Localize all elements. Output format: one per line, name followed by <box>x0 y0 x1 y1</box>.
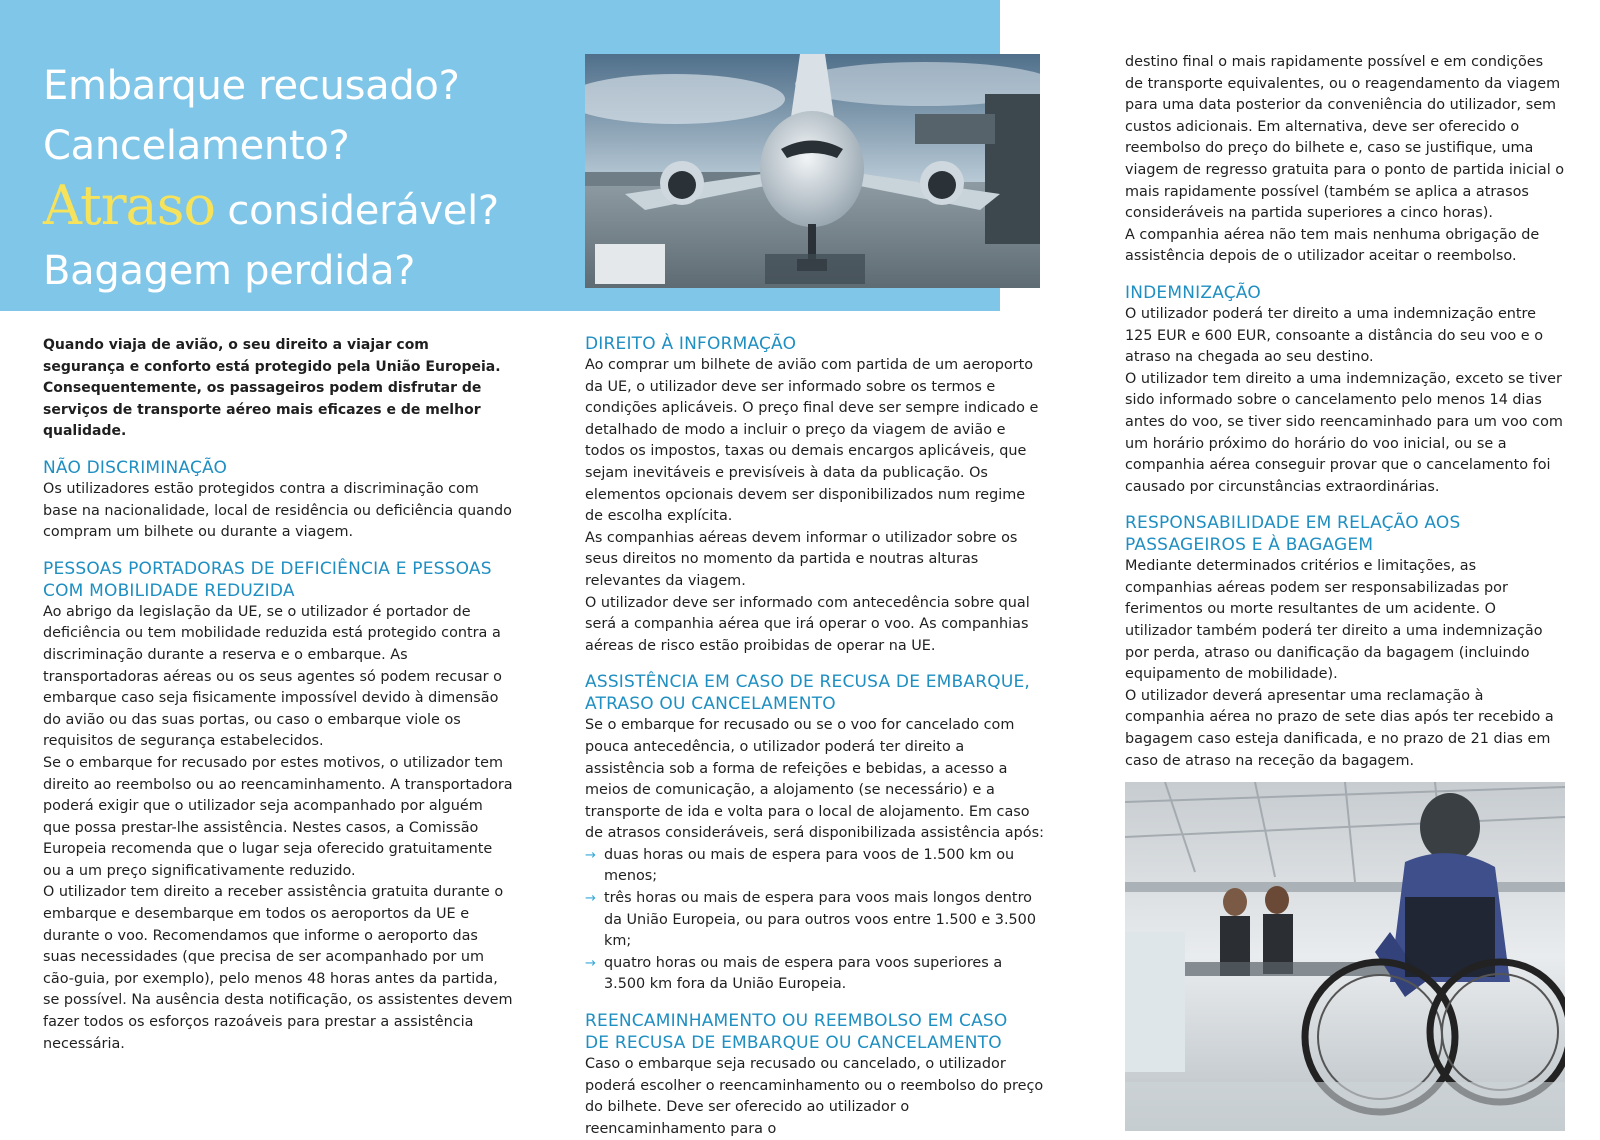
heading-line: PESSOAS PORTADORAS DE DEFICIÊNCIA E PESSOAS <box>43 558 492 579</box>
airplane-illustration <box>585 54 1040 288</box>
heading-line: RESPONSABILIDADE EM RELAÇÃO AOS <box>1125 513 1461 534</box>
paragraph: O utilizador poderá ter direito a uma indemnização entre 125 EUR e 600 EUR, consoante a distância do seu voo e o atraso na chegada ao seu destino. <box>1125 305 1544 366</box>
heading-assistencia <box>585 671 1045 715</box>
heading-pessoas-deficiencia <box>43 558 513 602</box>
paragraph: Mediante determinados critérios e limitações, as companhias aéreas podem ser responsabilizadas por ferimentos ou morte resultantes de um acidente. O utilizador também poderá ter direito a uma indemnização por perda, atraso ou danificação da bagagem (incluindo equipamento de mobilidade). <box>1125 558 1543 683</box>
headline-accent-word: Atraso <box>43 174 215 237</box>
arrow-right-icon: → <box>585 955 596 971</box>
heading-line: ATRASO OU CANCELAMENTO <box>585 694 836 715</box>
heading-line: REENCAMINHAMENTO OU REEMBOLSO EM CASO <box>585 1011 1008 1032</box>
paragraph: As companhias aéreas devem informar o utilizador sobre os seus direitos no momento da partida e noutras alturas relevantes da viagem. <box>585 529 1018 589</box>
column-1 <box>43 335 513 1055</box>
headline-line-3: considerável? <box>214 188 499 234</box>
headline <box>43 56 499 301</box>
paragraph: Ao comprar um bilhete de avião com partida de um aeroporto da UE, o utilizador deve ser informado sobre os termos e condições aplicáveis. O preço final deve ser sempre indicado e detalhado de modo a incluir o preço da viagem de avião e todos os impostos, taxas ou demais encargos aplicáveis, que sejam inevitáveis e previsíveis à data da publicação. Os elementos opcionais devem ser disponibilizados num regime de escolha explícita. <box>585 357 1039 525</box>
paragraph: Caso o embarque seja recusado ou cancelado, o utilizador poderá escolher o reencaminhamento ou o reembolso do preço do bilhete. Deve ser oferecido ao utilizador o reencaminhamento para o <box>585 1056 1044 1137</box>
list-item <box>585 845 1045 888</box>
list-item-text: três horas ou mais de espera para voos mais longos dentro da União Europeia, ou para outros voos entre 1.500 e 3.500 km; <box>604 890 1036 950</box>
paragraph: Se o embarque for recusado ou se o voo for cancelado com pouca antecedência, o utilizador poderá ter direito a assistência sob a forma de refeições e bebidas, a acesso a meios de comunicação, a alojamento (se necessário) e a transporte de ida e volta para o local de alojamento. Em caso de atrasos consideráveis, será disponibilizada assistência após: <box>585 717 1044 842</box>
bullet-list <box>585 845 1045 996</box>
heading-line: PASSAGEIROS E À BAGAGEM <box>1125 535 1374 556</box>
wheelchair-illustration <box>1125 782 1565 1131</box>
paragraph: O utilizador deverá apresentar uma reclamação à companhia aérea no prazo de sete dias após ter recebido a bagagem caso esteja danificada, e no prazo de 21 dias em caso de atraso na receção da bagagem. <box>1125 687 1554 769</box>
paragraph: Se o embarque for recusado por estes motivos, o utilizador tem direito ao reembolso ou ao reencaminhamento. A transportadora poderá exigir que o utilizador seja acompanhado por alguém que possa prestar-lhe assistência. Nestes casos, a Comissão Europeia recomenda que o lugar seja oferecido gratuitamente ou a um preço significativamente reduzido. <box>43 754 513 879</box>
headline-line-2: Cancelamento? <box>43 123 350 169</box>
intro-paragraph: Quando viaja de avião, o seu direito a viajar com segurança e conforto está protegido pela União Europeia. Consequentemente, os passageiros podem disfrutar de serviços de transporte aéreo mais eficazes e de melhor qualidade. <box>43 337 501 440</box>
paragraph: O utilizador tem direito a uma indemnização, exceto se tiver sido informado sobre o cancelamento pelo menos 14 dias antes do voo, se tiver sido reencaminhado para um voo com um horário próximo do horário do voo inicial, ou se a companhia aérea conseguir provar que o cancelamento foi causado por circunstâncias extraordinárias. <box>1125 370 1563 495</box>
headline-line-1: Embarque recusado? <box>43 63 460 109</box>
list-item <box>585 888 1045 953</box>
column-3 <box>1125 52 1565 772</box>
column-2 <box>585 333 1045 1140</box>
heading-responsabilidade <box>1125 512 1565 556</box>
list-item-text: duas horas ou mais de espera para voos de 1.500 km ou menos; <box>604 846 1015 885</box>
paragraph: destino final o mais rapidamente possível e em condições de transporte equivalentes, ou o reagendamento da viagem para uma data posterior da conveniência do utilizador, sem custos adicionais. Em alternativa, deve ser oferecido o reembolso do preço do bilhete e, caso se justifique, uma viagem de regresso gratuita para o ponto de partida inicial o mais rapidamente possível (também se aplica a atrasos consideráveis na partida superiores a cinco horas). <box>1125 54 1565 222</box>
arrow-right-icon: → <box>585 891 596 907</box>
list-item <box>585 953 1045 996</box>
heading-indemnizacao: INDEMNIZAÇÃO <box>1125 282 1261 303</box>
heading-nao-discriminacao: NÃO DISCRIMINAÇÃO <box>43 457 228 478</box>
paragraph: Os utilizadores estão protegidos contra a discriminação com base na nacionalidade, local de residência ou deficiência quando compram um bilhete ou durante a viagem. <box>43 480 512 541</box>
wheelchair-photo <box>1125 782 1565 1131</box>
paragraph: Ao abrigo da legislação da UE, se o utilizador é portador de deficiência ou tem mobilidade reduzida está protegido contra a discriminação durante a reserva e o embarque. As transportadoras aéreas ou os seus agentes só podem recusar o embarque caso seja fisicamente impossível devido à dimensão do avião ou das suas portas, ou caso o embarque viole os requisitos de segurança estabelecidos. <box>43 603 502 750</box>
heading-line: COM MOBILIDADE REDUZIDA <box>43 580 295 601</box>
airplane-photo <box>585 54 1040 288</box>
heading-reencaminhamento <box>585 1010 1045 1054</box>
list-item-text: quatro horas ou mais de espera para voos superiores a 3.500 km fora da União Europeia. <box>604 954 1003 993</box>
paragraph: O utilizador tem direito a receber assistência gratuita durante o embarque e desembarque em todos os aeroportos da UE e durante o voo. Recomendamos que informe o aeroporto das suas necessidades (que precisa de ser acompanhado por um cão-guia, por exemplo), pelo menos 48 horas antes da partida, se possível. Na ausência desta notificação, os assistentes devem fazer todos os esforços razoáveis para prestar a assistência necessária. <box>43 884 513 1052</box>
paragraph: A companhia aérea não tem mais nenhuma obrigação de assistência depois de o utilizador aceitar o reembolso. <box>1125 226 1540 265</box>
paragraph: O utilizador deve ser informado com antecedência sobre qual será a companhia aérea que irá operar o voo. As companhias aéreas de risco estão proibidas de operar na UE. <box>585 594 1030 654</box>
headline-line-4: Bagagem perdida? <box>43 248 416 294</box>
heading-line: DE RECUSA DE EMBARQUE OU CANCELAMENTO <box>585 1033 1002 1054</box>
arrow-right-icon: → <box>585 847 596 863</box>
heading-line: ASSISTÊNCIA EM CASO DE RECUSA DE EMBARQUE, <box>585 672 1031 693</box>
heading-direito-informacao: DIREITO À INFORMAÇÃO <box>585 334 797 354</box>
